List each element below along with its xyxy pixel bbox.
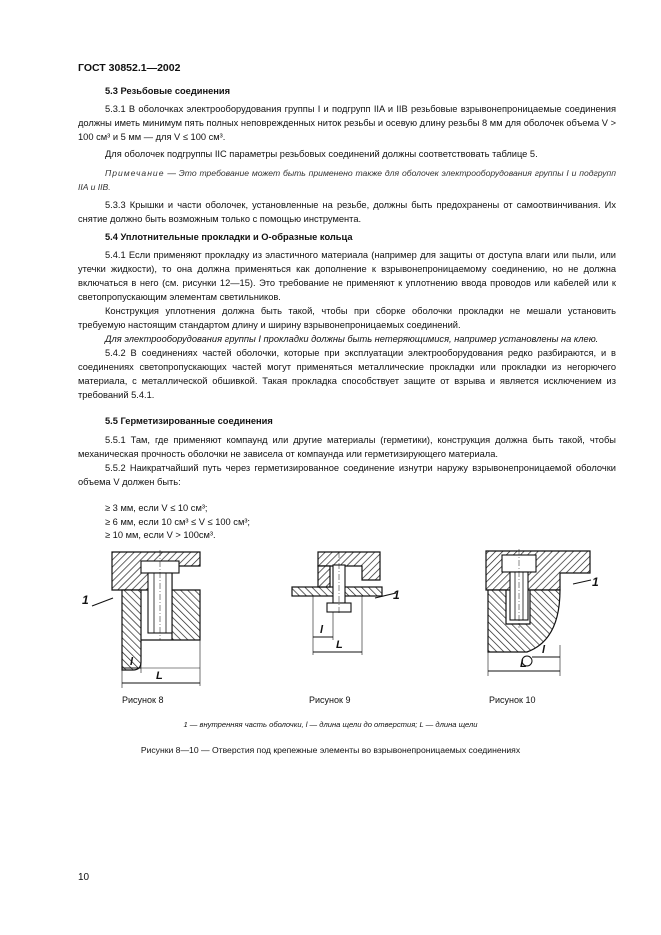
paragraph-5-4-1b: Конструкция уплотнения должна быть такой, чтобы при сборке оболочки прокладки не мешали установить требуемую настоящим стандартом длину и ширину взрывонепроницаемых соединений. [78, 306, 616, 330]
fig9-callout-1: 1 [393, 588, 400, 602]
section-5-4-body [78, 248, 616, 402]
fig8-dim-L: L [156, 670, 163, 682]
figure-9-drawing [292, 552, 396, 655]
fig8-callout-1: 1 [82, 593, 89, 607]
fig10-dim-l: l [542, 644, 546, 656]
list-item: ≥ 6 мм, если 10 см³ ≤ V ≤ 100 см³; [105, 516, 251, 527]
figure-10-caption: Рисунок 10 [489, 695, 536, 705]
fig8-dim-l: l [130, 656, 134, 668]
fig9-dim-L: L [336, 639, 343, 651]
section-5-5-title: 5.5 Герметизированные соединения [105, 416, 273, 426]
section-5-3-title: 5.3 Резьбовые соединения [105, 86, 230, 96]
figures-caption: Рисунки 8—10 — Отверстия под крепежные элементы во взрывонепроницаемых соединениях [140, 745, 521, 755]
figure-8-caption: Рисунок 8 [122, 695, 164, 705]
requirements-list [105, 502, 250, 543]
list-item: ≥ 10 мм, если V > 100см³. [105, 530, 216, 540]
fig10-dim-L: L [520, 658, 527, 670]
paragraph-5-3-tableref: Для оболочек подгруппы IIC параметры резьбовых соединений должны соответствовать таблице 5. [105, 149, 538, 159]
paragraph-5-3-3: 5.3.3 Крышки и части оболочек, установленные на резьбе, должны быть предохранены от самоотвинчивания. Их снятие должно быть возможным только с помощью инструмента. [78, 200, 616, 224]
figure-9-caption: Рисунок 9 [309, 695, 351, 705]
paragraph-5-5-2: 5.5.2 Наикратчайший путь через герметизированное соединение изнутри наружу взрывонепроницаемой оболочки объема V должен быть: [78, 463, 616, 487]
page-number: 10 [78, 872, 90, 883]
note-text: — Это требование может быть применено также для оболочек электрооборудования группы I и подгрупп IIA и IIB. [78, 168, 616, 192]
fig10-callout-1: 1 [592, 575, 599, 589]
fig9-dim-l: l [320, 624, 324, 636]
paragraph-5-4-1: 5.4.1 Если применяют прокладку из эластичного материала (например для защиты от доступа влаги или пыли, или утечки жидкости), то она должна применяться как дополнение к взрывонепроницаемому соединению, но не должна включаться в него (см. рисунки 12—15). Это требование не применяют к уплотнению ввода проводов или кабелей или к светопропускающим элементам светильников. [78, 250, 616, 302]
figure-legend: 1 — внутренняя часть оболочки, l — длина щели до отверстия; L — длина щели [183, 720, 478, 729]
paragraph-5-4-2: 5.4.2 В соединениях частей оболочки, которые при эксплуатации электрооборудования редко разбираются, и в соединениях светопропускающих частей могут применяться металлические прокладки или прокладки из негорючего материала, с металлической обшивкой. Такая прокладка способствует защите от взрыва и является исключением из требований 5.4.1. [78, 348, 616, 400]
list-item: ≥ 3 мм, если V ≤ 10 см³; [105, 503, 208, 513]
paragraph-5-3-1: 5.3.1 В оболочках электрооборудования группы I и подгрупп IIA и IIB резьбовые взрывонепроницаемые соединения должны иметь минимум пять полных неповрежденных ниток резьбы и осевую длину резьбы 8 мм для оболочек объема V > 100 см³ и 5 мм — для V ≤ 100 см³. [78, 104, 616, 142]
section-5-5-body [78, 433, 616, 489]
note-5-3 [78, 166, 616, 194]
paragraph-5-4-1c: Для электрооборудования группы I прокладки должны быть нетеряющимися, например установлены на клею. [105, 334, 599, 344]
section-5-4-title: 5.4 Уплотнительные прокладки и O-образные кольца [105, 232, 353, 242]
paragraph-5-5-1: 5.5.1 Там, где применяют компаунд или другие материалы (герметики), конструкция должна быть такой, чтобы механическая прочность оболочки не зависела от компаунда или герметизирующего материала. [78, 435, 616, 459]
section-5-3-body [78, 102, 616, 226]
note-label: Примечание [105, 168, 165, 178]
figure-8-drawing [92, 550, 200, 688]
document-header: ГОСТ 30852.1—2002 [78, 62, 181, 74]
figure-10-drawing [486, 549, 591, 676]
